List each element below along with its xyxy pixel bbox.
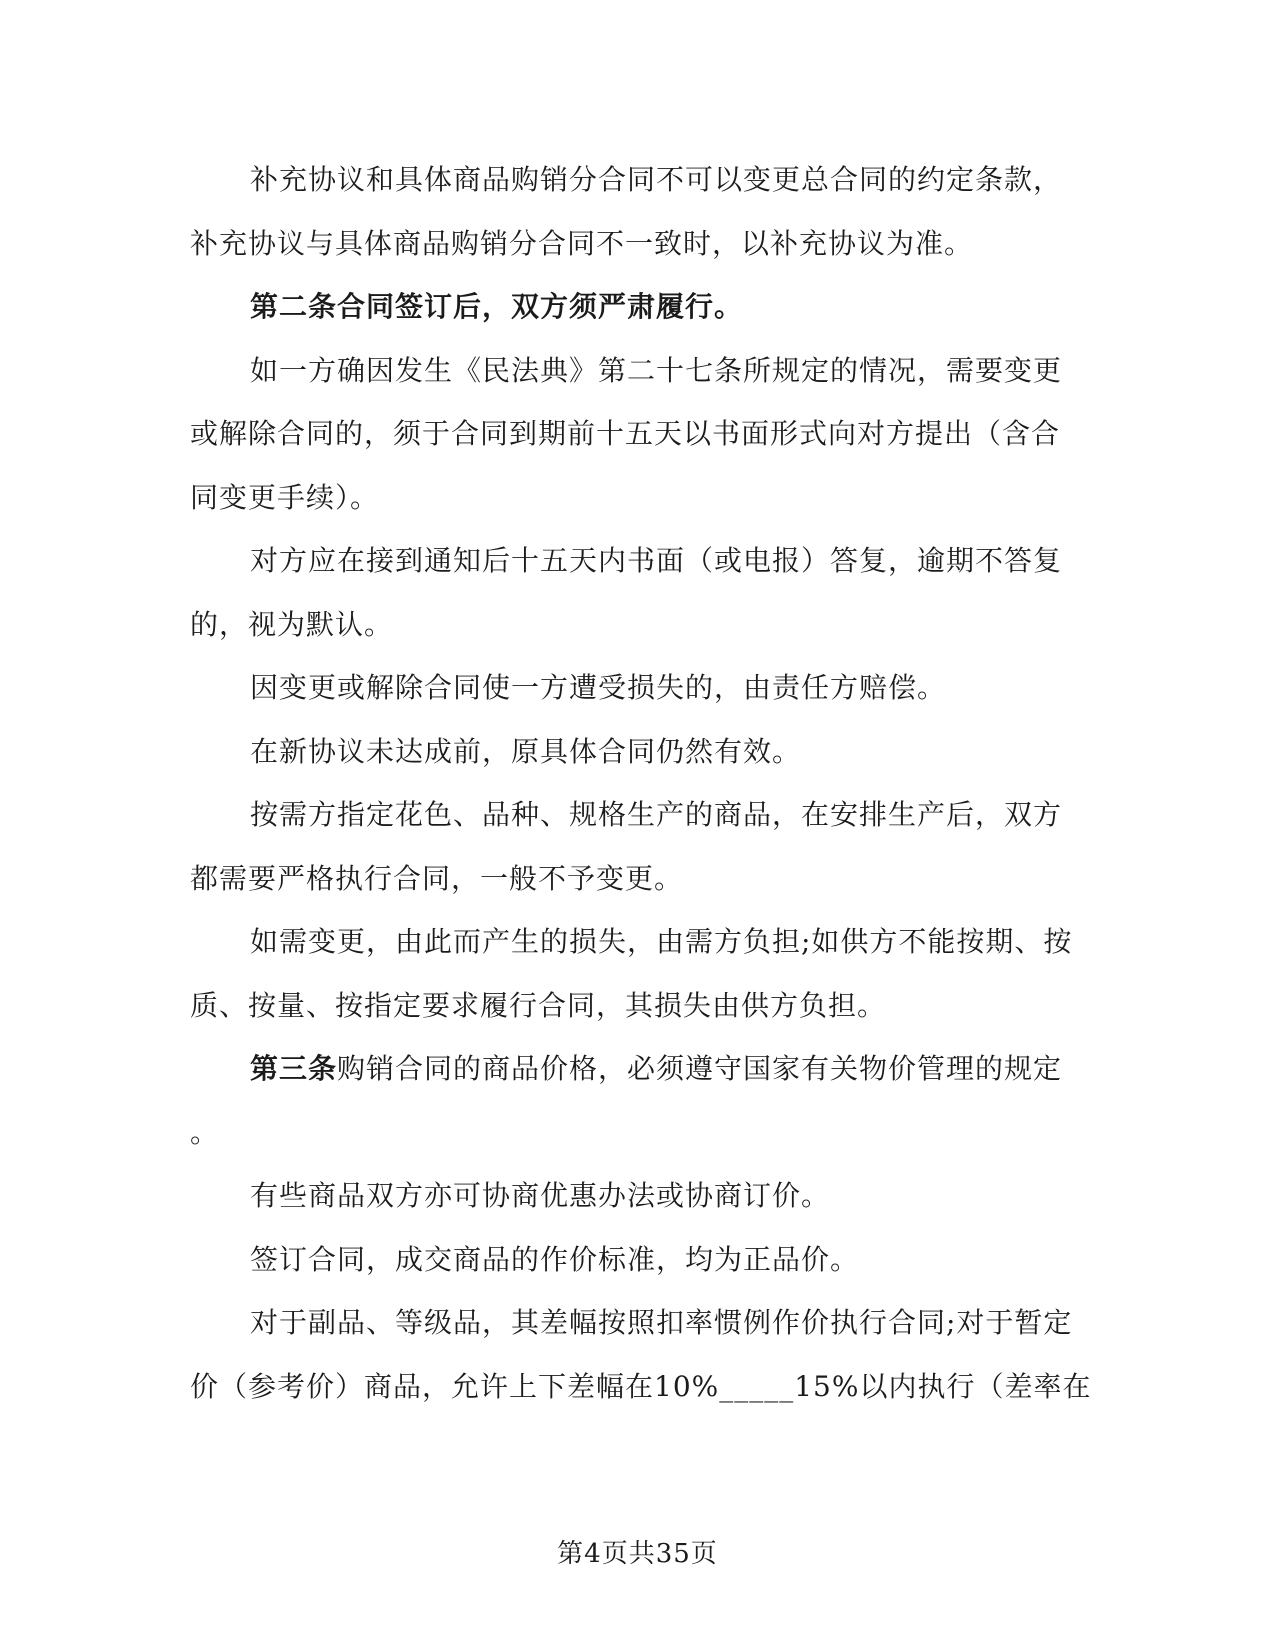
text-line bbox=[190, 974, 1070, 1038]
text-line bbox=[190, 656, 1070, 720]
text-line bbox=[190, 339, 1070, 403]
text-line-content: 或解除合同的，须于合同到期前十五天以书面形式向对方提出（含合 bbox=[190, 417, 1061, 450]
text-line bbox=[190, 847, 1070, 911]
page-footer bbox=[0, 1534, 1275, 1574]
text-line-content: 价（参考价）商品，允许上下差幅在10%_____15%以内执行（差率在 bbox=[190, 1369, 1092, 1403]
text-line bbox=[190, 1164, 1070, 1228]
clause-heading-text: 第三条 bbox=[250, 1052, 338, 1085]
text-line-content: 补充协议和具体商品购销分合同不可以变更总合同的约定条款， bbox=[250, 163, 1063, 196]
text-line bbox=[190, 783, 1070, 847]
text-line bbox=[190, 1101, 1070, 1165]
text-line-content: 补充协议与具体商品购销分合同不一致时，以补充协议为准。 bbox=[190, 226, 974, 260]
text-line bbox=[190, 148, 1070, 212]
text-line-content: 都需要严格执行合同，一般不予变更。 bbox=[190, 861, 684, 895]
text-line bbox=[190, 529, 1070, 593]
text-line bbox=[190, 402, 1070, 466]
text-line-clause-2-heading bbox=[190, 275, 1070, 339]
text-line bbox=[190, 720, 1070, 784]
page-number: 第4页共35页 bbox=[557, 1539, 718, 1569]
text-line-content: 在新协议未达成前，原具体合同仍然有效。 bbox=[250, 734, 802, 768]
text-line-content: 如需变更，由此而产生的损失，由需方负担;如供方不能按期、按 bbox=[250, 925, 1073, 958]
text-line-content: 如一方确因发生《民法典》第二十七条所规定的情况，需要变更 bbox=[250, 353, 1063, 387]
text-line-content: 签订合同，成交商品的作价标准，均为正品价。 bbox=[250, 1242, 860, 1276]
text-line-content: 同变更手续）。 bbox=[190, 480, 380, 514]
text-line bbox=[190, 1228, 1070, 1292]
text-line-clause-3-heading bbox=[190, 1037, 1070, 1101]
text-line-content: 质、按量、按指定要求履行合同，其损失由供方负担。 bbox=[190, 988, 887, 1022]
text-line-content: 对于副品、等级品，其差幅按照扣率惯例作价执行合同;对于暂定 bbox=[250, 1306, 1073, 1339]
text-line bbox=[190, 466, 1070, 530]
text-line-content: 的，视为默认。 bbox=[190, 607, 394, 641]
text-line-content: 按需方指定花色、品种、规格生产的商品，在安排生产后，双方 bbox=[250, 798, 1063, 831]
clause-heading-text: 第二条合同签订后，双方须严肃履行。 bbox=[250, 290, 744, 323]
document-text-block bbox=[190, 148, 1092, 1418]
text-line-content: 对方应在接到通知后十五天内书面（或电报）答复，逾期不答复 bbox=[250, 544, 1063, 577]
text-line-content: 有些商品双方亦可协商优惠办法或协商订价。 bbox=[250, 1179, 831, 1212]
text-line bbox=[190, 212, 1070, 276]
text-line bbox=[190, 1291, 1073, 1355]
text-line bbox=[190, 1355, 1092, 1419]
text-line-content: 因变更或解除合同使一方遭受损失的，由责任方赔偿。 bbox=[250, 671, 947, 704]
text-line-content: 购销合同的商品价格，必须遵守国家有关物价管理的规定 bbox=[337, 1052, 1063, 1085]
text-line-content: 。 bbox=[190, 1115, 220, 1149]
text-line bbox=[190, 910, 1073, 974]
text-line bbox=[190, 593, 1070, 657]
